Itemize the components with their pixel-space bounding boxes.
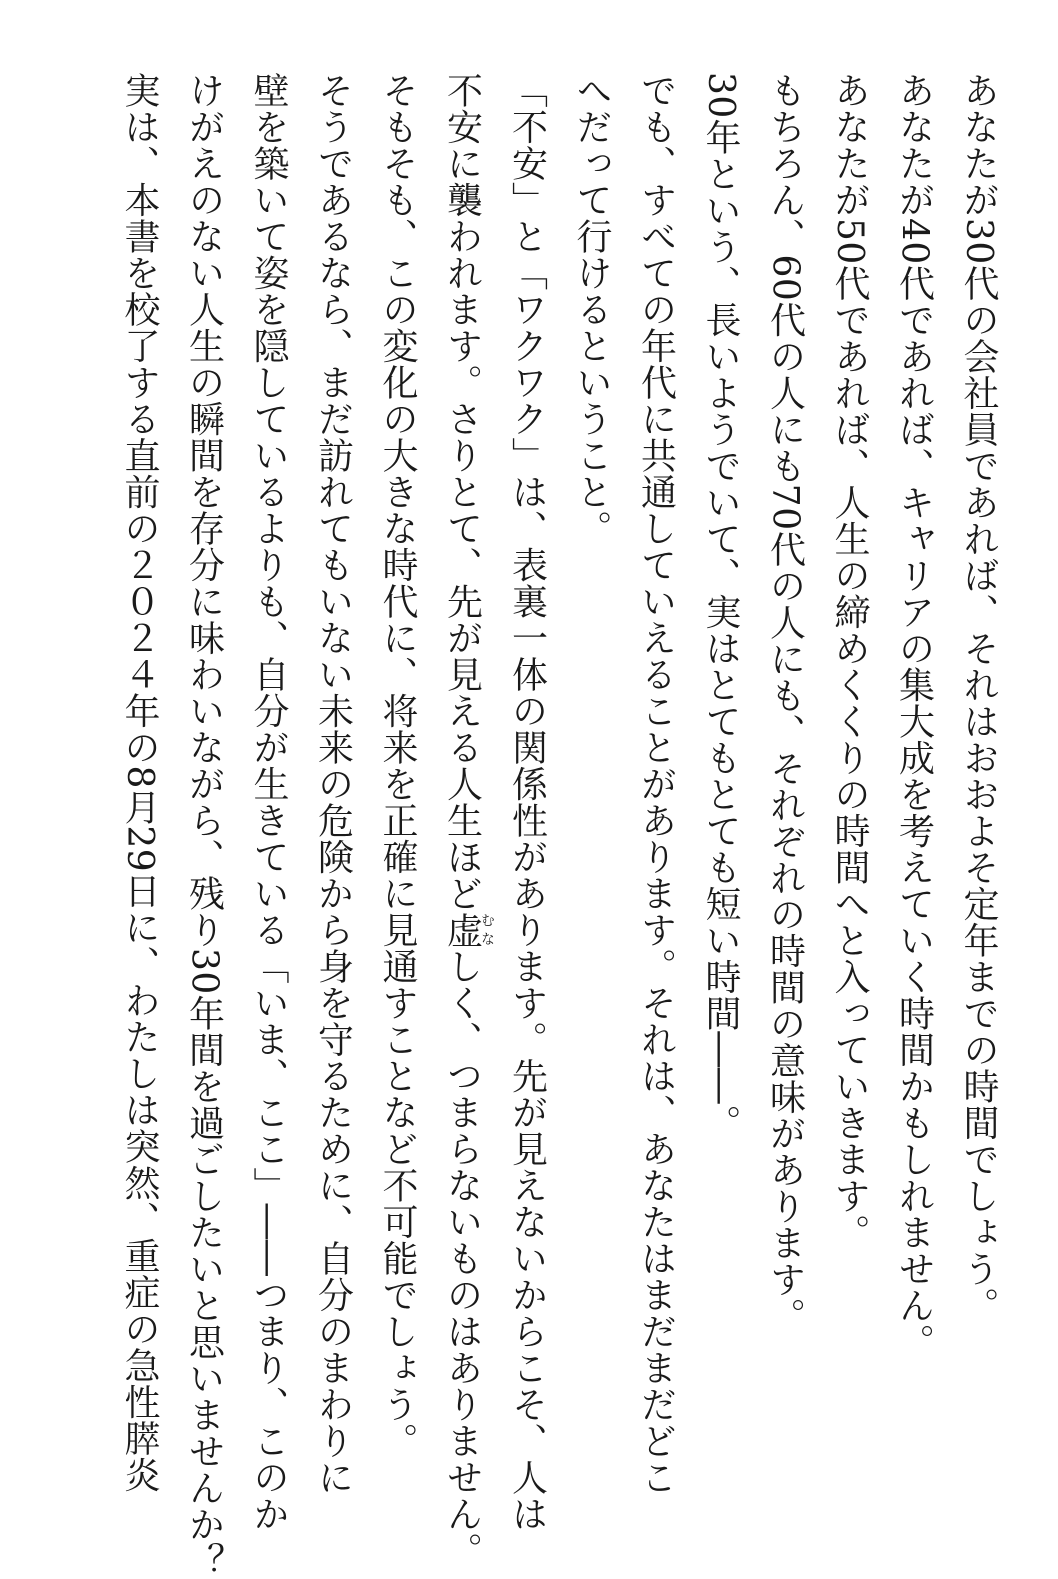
ruby-reading: むな (479, 911, 495, 948)
body-text (107, 72, 1011, 1579)
text-line: けがえのない人生の瞬間を存分に味わいながら、残り30年間を過ごしたいと思いませんか？ (183, 72, 225, 1579)
text-line: 30年という、長いようでいて、実はとてもとても短い時間――。 (700, 72, 741, 1141)
text-line: 実は、本書を校了する直前の２０２４年の8月29日に、わたしは突然、重症の急性膵炎 (119, 72, 160, 1493)
text-segment: 不安に襲われます。さりとて、先が見える人生ほど (441, 72, 483, 912)
ruby-base: 虚 (441, 911, 483, 948)
text-line: へだって行けるということ。 (571, 72, 612, 547)
text-line: 壁を築いて姿を隠しているよりも、自分が生きている「いま、ここ」――つまり、このか (248, 72, 289, 1532)
text-line: もちろん、60代の人にも70代の人にも、それぞれの時間の意味があります。 (764, 72, 806, 1334)
ruby-annotation (441, 911, 495, 949)
text-segment: しく、つまらないものはありません。 (441, 948, 483, 1569)
text-line: そもそも、この変化の大きな時代に、将来を正確に見通すことなど不可能でしょう。 (377, 72, 418, 1459)
text-line: でも、すべての年代に共通していえることがあります。それは、あなたはまだまだどこ (635, 72, 677, 1496)
text-line-with-ruby (429, 72, 495, 1569)
text-line: あなたが50代であれば、人生の締めくくりの時間へと入っていきます。 (829, 72, 870, 1251)
text-line: そうであるなら、まだ訪れてもいない未来の危険から身を守るために、自分のまわりに (312, 72, 354, 1496)
text-line: あなたが30代の会社員であれば、それはおおよそ定年までの時間でしょう。 (958, 72, 999, 1324)
text-line: あなたが40代であれば、キャリアの集大成を考えていく時間かもしれません。 (893, 72, 935, 1360)
text-line: 「不安」と「ワクワク」は、表裏一体の関係性があります。先が見えないからこそ、人は (506, 72, 548, 1532)
